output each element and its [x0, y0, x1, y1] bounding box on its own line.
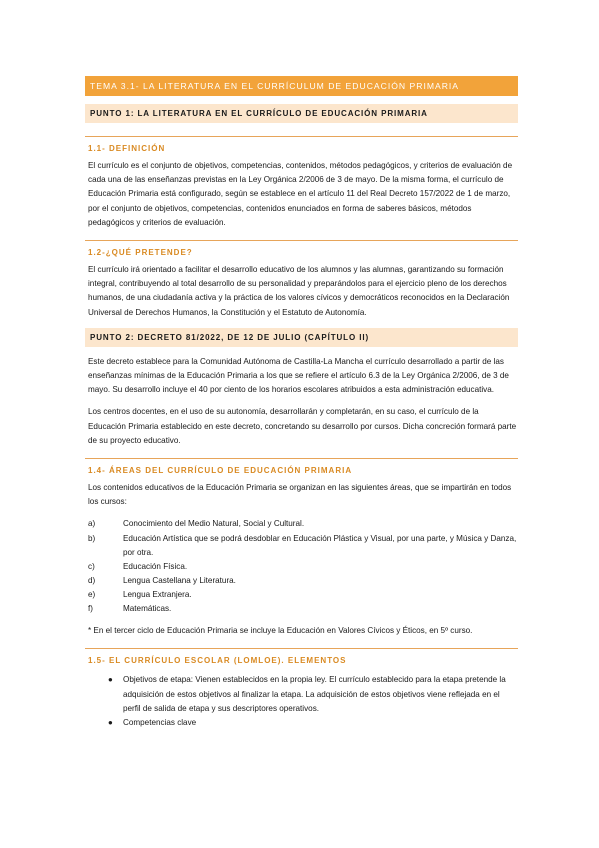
list-item — [88, 574, 518, 588]
section-1-4-note: * En el tercer ciclo de Educación Primaria se incluye la Educación en Valores Cívicos y Éticos, en 5º curso. — [88, 626, 473, 636]
list-item — [88, 673, 518, 716]
list-letter: b) — [88, 533, 96, 543]
punto-2-heading: PUNTO 2: DECRETO 81/2022, DE 12 DE JULIO (CAPÍTULO II) — [85, 328, 518, 347]
punto-2-paragraph-1: Este decreto establece para la Comunidad Autónoma de Castilla-La Mancha el currículo desarrollado a partir de las enseñanzas mínimas de la Educación Primaria a los que se refiere el artículo 6.3 de la Ley Orgánica 2/2006, de 3 de mayo. Su desarrollo incluye el 40 por ciento de los horarios escolares atribuidos a esta administración educativa. — [88, 356, 509, 395]
section-1-4-intro: Los contenidos educativos de la Educación Primaria se organizan en las siguientes áreas, que se impartirán en todos los cursos: — [88, 483, 512, 507]
list-item-text: Educación Física. — [123, 561, 188, 571]
bullet-icon: ● — [108, 718, 113, 728]
list-letter: d) — [88, 575, 96, 585]
list-item-text: Lengua Castellana y Literatura. — [123, 575, 236, 585]
section-1-1-title: 1.1- DEFINICIÓN — [85, 136, 518, 153]
list-letter: c) — [88, 561, 95, 571]
list-item — [88, 517, 518, 531]
list-item-text: Educación Artística que se podrá desdoblar en Educación Plástica y Visual, por una parte, y Música y Danza, por otra. — [123, 533, 517, 557]
document-content — [85, 76, 518, 731]
section-1-2-title: 1.2-¿QUÉ PRETENDE? — [85, 240, 518, 257]
list-letter: f) — [88, 604, 93, 614]
areas-list — [88, 517, 518, 616]
list-letter: e) — [88, 589, 96, 599]
list-item — [88, 716, 518, 730]
punto-2-paragraph-2: Los centros docentes, en el uso de su autonomía, desarrollarán y completarán, en su caso, el currículo de la Educación Primaria establecido en este decreto, concretando su desarrollo por cursos. Dicha concreción formará parte de su proyecto educativo. — [88, 407, 517, 445]
punto-1-heading: PUNTO 1: LA LITERATURA EN EL CURRÍCULO DE EDUCACIÓN PRIMARIA — [85, 104, 518, 123]
list-item — [88, 588, 518, 602]
elements-list — [88, 673, 518, 730]
list-item — [88, 532, 518, 560]
topic-title-bar: TEMA 3.1- LA LITERATURA EN EL CURRÍCULUM DE EDUCACIÓN PRIMARIA — [85, 76, 518, 96]
list-item — [88, 602, 518, 616]
section-1-2-text: El currículo irá orientado a facilitar el desarrollo educativo de los alumnos y las alumnas, garantizando su formación integral, contribuyendo al total desarrollo de su personalidad y preparándolos para el ejercicio pleno de los derechos humanos, de una ciudadanía activa y la práctica de los valores cívicos y democráticos reconocidos en la Declaración Universal de Derechos Humanos, la Constitución y el Estatuto de Autonomía. — [88, 265, 510, 317]
section-1-5-title: 1.5- EL CURRÍCULO ESCOLAR (LOMLOE). ELEMENTOS — [85, 648, 518, 665]
section-1-4-title: 1.4- ÁREAS DEL CURRÍCULO DE EDUCACIÓN PRIMARIA — [85, 458, 518, 475]
list-item-text: Lengua Extranjera. — [123, 589, 192, 599]
list-item-text: Matemáticas. — [123, 604, 172, 614]
section-1-1-text: El currículo es el conjunto de objetivos, competencias, contenidos, métodos pedagógicos, y criterios de evaluación de cada una de las enseñanzas previstas en la Ley Orgánica 2/2006 de 3 de mayo. De la misma forma, el currículo de Educación Primaria está configurado, según se establece en el artículo 11 del Real Decreto 157/2022 de 1 de marzo, por el conjunto de objetivos, competencias, contenidos enunciados en forma de saberes básicos, métodos pedagógicos y criterios de evaluación. — [88, 161, 513, 227]
list-item-text: Competencias clave — [123, 718, 197, 728]
list-letter: a) — [88, 519, 96, 529]
list-item-text: Objetivos de etapa: Vienen establecidos en la propia ley. El currículo establecido para la etapa pretende la adquisición de estos objetivos al finalizar la etapa. La adquisición de estos objetivos viene reflejada en el perfil de salida de etapa y sus descriptores operativos. — [123, 675, 506, 713]
list-item-text: Conocimiento del Medio Natural, Social y Cultural. — [123, 519, 305, 529]
list-item — [88, 560, 518, 574]
bullet-icon: ● — [108, 675, 113, 685]
